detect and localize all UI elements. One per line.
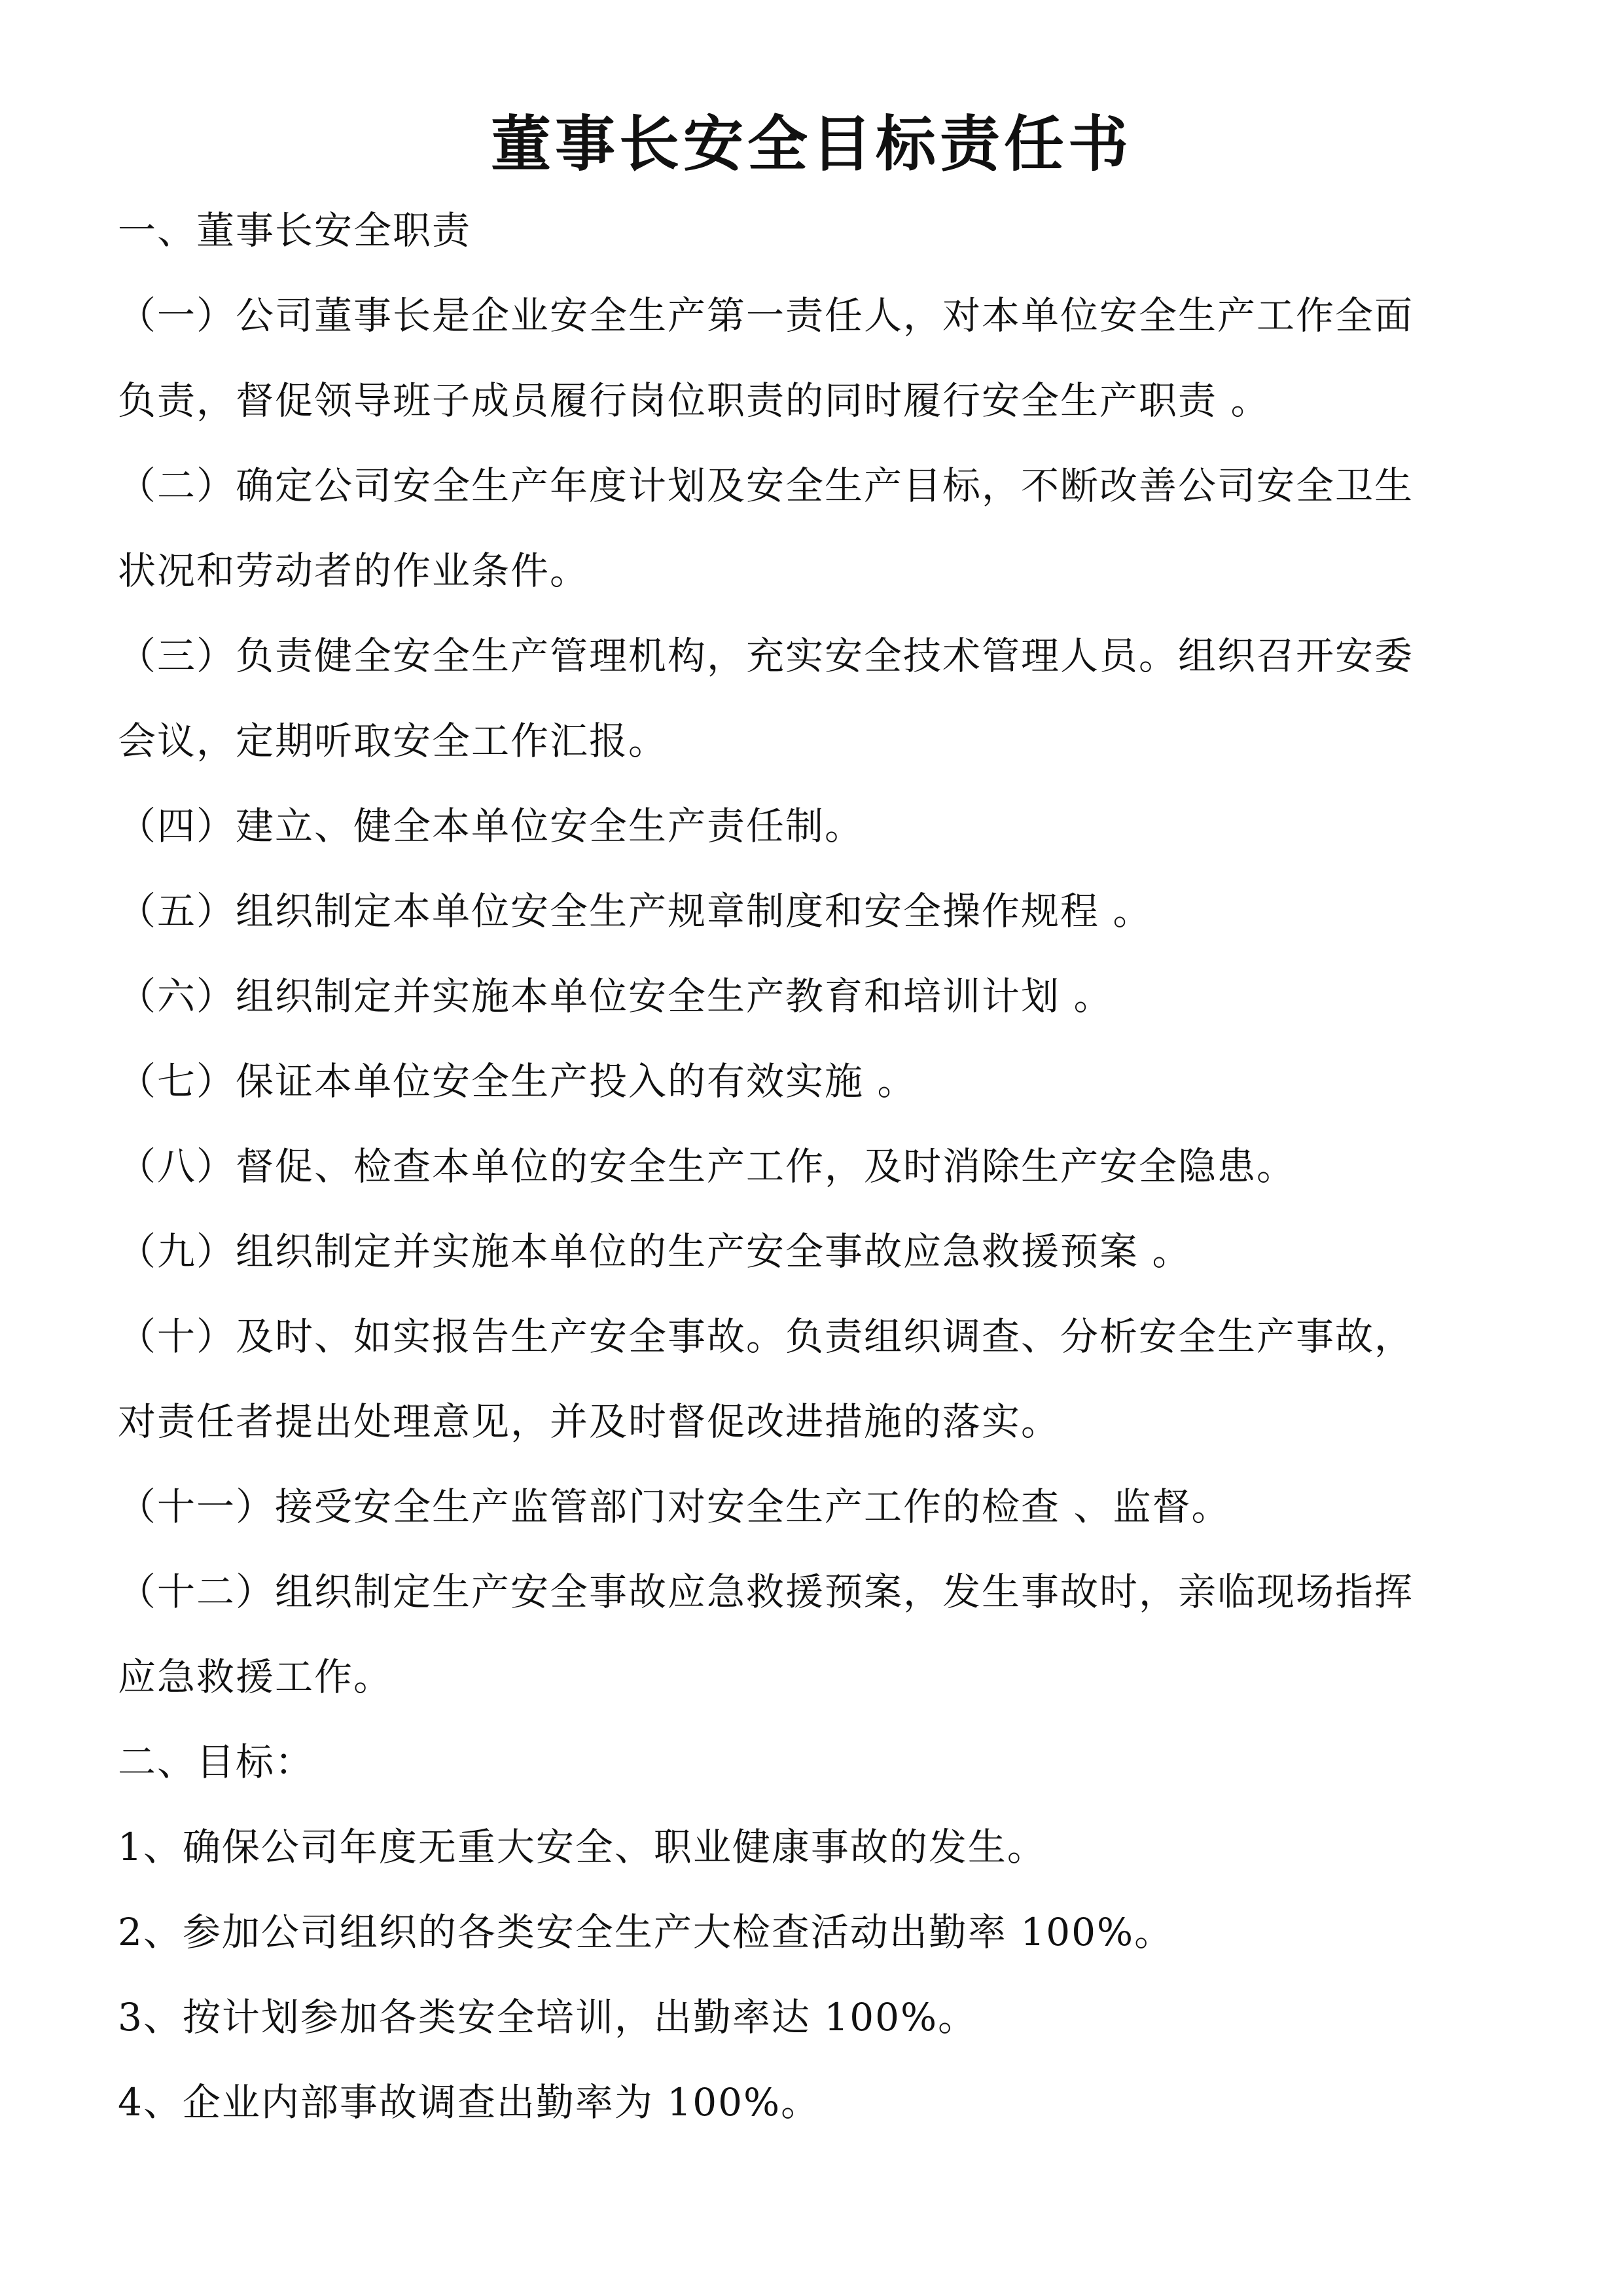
document-title: 董事长安全目标责任书 bbox=[490, 109, 1132, 179]
duty-line: （八）督促、检查本单位的安全生产工作，及时消除生产安全隐患。 bbox=[118, 1144, 1296, 1189]
duty-line: （五）组织制定本单位安全生产规章制度和安全操作规程 。 bbox=[118, 889, 1152, 933]
goal-line: 2、参加公司组织的各类安全生产大检查活动出勤率 100%。 bbox=[118, 1910, 1174, 1954]
duty-line: 应急救援工作。 bbox=[118, 1655, 393, 1699]
duty-line: （一）公司董事长是企业安全生产第一责任人，对本单位安全生产工作全面 bbox=[118, 293, 1414, 338]
duty-line: （九）组织制定并实施本单位的生产安全事故应急救援预案 。 bbox=[118, 1229, 1192, 1274]
duty-line: （十二）组织制定生产安全事故应急救援预案，发生事故时，亲临现场指挥 bbox=[118, 1570, 1414, 1614]
duty-line: 负责，督促领导班子成员履行岗位职责的同时履行安全生产职责 。 bbox=[118, 378, 1270, 423]
goal-line: 4、企业内部事故调查出勤率为 100%。 bbox=[118, 2080, 821, 2125]
duty-line: 会议，定期听取安全工作汇报。 bbox=[118, 719, 668, 763]
section-heading-duties: 一、董事长安全职责 bbox=[118, 208, 472, 253]
duty-line: 状况和劳动者的作业条件。 bbox=[118, 548, 590, 593]
duty-line: 对责任者提出处理意见，并及时督促改进措施的落实。 bbox=[118, 1399, 1061, 1444]
duty-line: （四）建立、健全本单位安全生产责任制。 bbox=[118, 804, 865, 848]
duty-line: （十一）接受安全生产监管部门对安全生产工作的检查 、监督。 bbox=[118, 1484, 1231, 1529]
duty-line: （二）确定公司安全生产年度计划及安全生产目标，不断改善公司安全卫生 bbox=[118, 463, 1414, 508]
duty-line: （三）负责健全安全生产管理机构，充实安全技术管理人员。组织召开安委 bbox=[118, 634, 1414, 678]
goal-line: 1、确保公司年度无重大安全、职业健康事故的发生。 bbox=[118, 1825, 1046, 1869]
duty-line: （十）及时、如实报告生产安全事故。负责组织调查、分析安全生产事故， bbox=[118, 1314, 1414, 1359]
goal-line: 3、按计划参加各类安全培训，出勤率达 100%。 bbox=[118, 1995, 978, 2039]
section-heading-goals: 二、目标： bbox=[118, 1740, 315, 1784]
duty-line: （七）保证本单位安全生产投入的有效实施 。 bbox=[118, 1059, 917, 1103]
duty-line: （六）组织制定并实施本单位安全生产教育和培训计划 。 bbox=[118, 974, 1113, 1018]
